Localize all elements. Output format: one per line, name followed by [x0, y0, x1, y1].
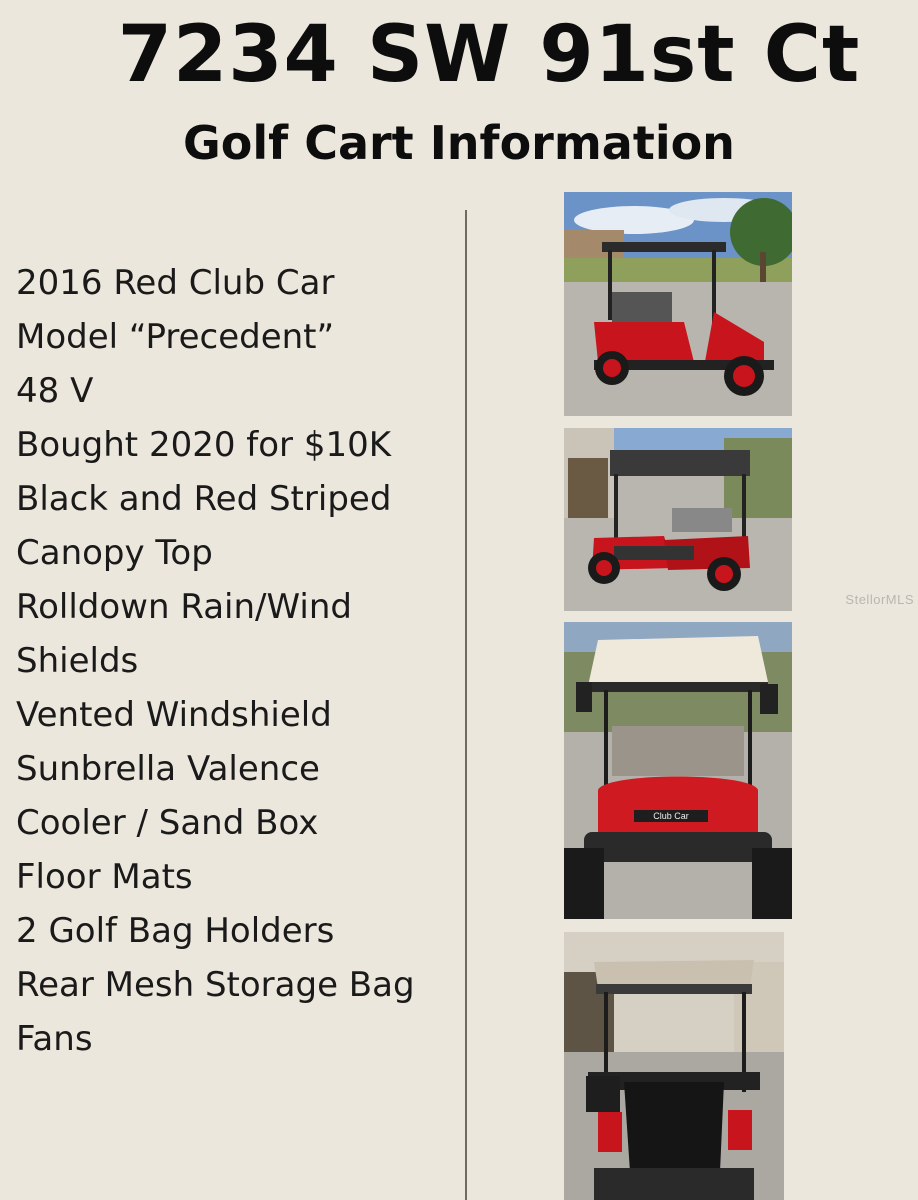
column-divider [465, 210, 467, 1200]
feature-item: Canopy Top [16, 533, 213, 573]
feature-list [16, 256, 415, 1066]
feature-item: Rolldown Rain/Wind [16, 587, 352, 627]
feature-item: Rear Mesh Storage Bag [16, 965, 415, 1005]
feature-item: 2016 Red Club Car [16, 263, 335, 303]
feature-item: 2 Golf Bag Holders [16, 911, 335, 951]
cart-photo-front [564, 428, 792, 611]
cart-photo-rear [564, 622, 792, 919]
cart-photo-storage-bag [564, 932, 784, 1200]
feature-item: Sunbrella Valence [16, 749, 320, 789]
feature-item: Vented Windshield [16, 695, 332, 735]
feature-item: Bought 2020 for $10K [16, 425, 392, 465]
club-car-badge: Club Car [653, 811, 689, 821]
feature-item: 48 V [16, 371, 94, 411]
page-title: 7234 SW 91st Ct [117, 10, 861, 100]
cart-photo-side [564, 192, 792, 416]
feature-item: Shields [16, 641, 139, 681]
feature-item: Black and Red Striped [16, 479, 392, 519]
feature-item: Floor Mats [16, 857, 193, 897]
feature-item: Cooler / Sand Box [16, 803, 319, 843]
watermark: StellorMLS [845, 592, 914, 607]
page-subtitle: Golf Cart Information [183, 116, 735, 170]
feature-item: Model “Precedent” [16, 317, 335, 357]
feature-item: Fans [16, 1019, 93, 1059]
